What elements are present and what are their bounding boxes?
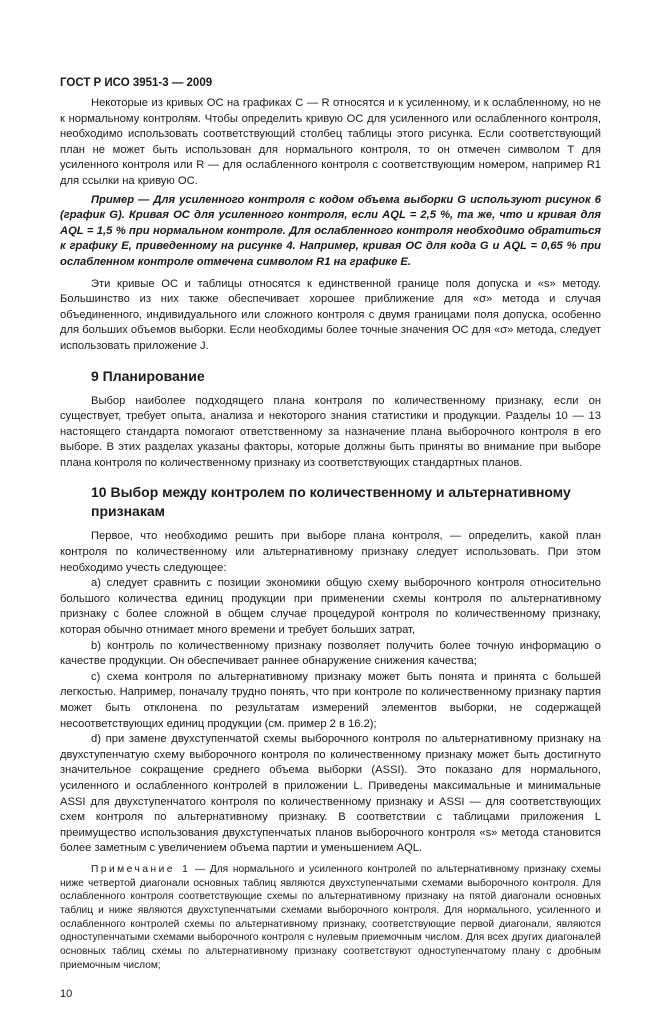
list-item: c) схема контроля по альтернативному признаку может быть понята и принята с большей легкостью. Например, поначалу трудно понять, что при контроле по количественному признаку партия может быть отклонена по результатам измерений элементов выборки, не содержащей несоответствующих единиц продукции (см. пример 2 в 16.2); xyxy=(60,670,601,730)
paragraph-oc-curves xyxy=(60,96,601,355)
document-header: ГОСТ Р ИСО 3951-3 — 2009 xyxy=(60,77,213,89)
section-10-heading: 10 Выбор между контролем по количественному и альтернативному признакам xyxy=(91,484,571,520)
example-paragraph: Пример — Для усиленного контроля с кодом объема выборки G используют рисунок 6 (график G). Кривая ОС для усиленного контроля, если AQL = 2,5 %, та же, что и кривая для AQL = 1,5 % при нормальном контроле. Для ослабленного контроля необходимо обратиться к графику E, приведенному на рисунке 4. Например, кривая ОС для кода G и AQL = 0,65 % при ослабленном контроле отмечена символом R1 на графике E. xyxy=(60,193,601,268)
paragraph: Выбор наиболее подходящего плана контроля по количественному признаку, если он существует, требует опыта, анализа и некоторого знания статистики и продукции. Разделы 10 — 13 настоящего стандарта помогают ответственному за назначение плана выборочного контроля в его выборе. В этих разделах указаны факторы, которые должны быть приняты во внимание при выборе плана контроля по количественному признаку из соответствующих стандартных планов. xyxy=(60,394,601,469)
paragraph: Эти кривые ОС и таблицы относятся к единственной границе поля допуска и «s» методу. Большинство из них также обеспечивает хорошее приближение для «σ» метода и случая объединенного, индивидуального или сложного контроля с двумя границами поля допуска, особенно для больших объемов выборки. Если необходимы более точные значения ОС для «σ» метода, следует использовать приложение J. xyxy=(60,277,601,352)
section-9-heading: 9 Планирование xyxy=(91,367,205,384)
section-10-text xyxy=(60,529,601,972)
note-label: Примечание 1 xyxy=(91,863,191,875)
paragraph: Некоторые из кривых ОС на графиках С — R относятся и к усиленному, и к ослабленному, но не к нормальному контролям. Чтобы определить кривую ОС для усиленного или ослабленного контроля, необходимо использовать соответствующий столбец таблицы этого рисунка. Если соответствующий план не может быть использован для нормального контроля, то он отмечен символом Т для усиленного контроля или R — для ослабленного контроля с соответствующим номером, например R1 для ссылки на кривую ОС. xyxy=(60,97,601,187)
list-item: a) следует сравнить с позиции экономики общую схему выборочного контроля относительно большого количества единиц продукции при применении схемы контроля по альтернативному признаку с более сложной в общем случае процедурой контроля по количественному признаку, которая обычно отнимает много времени и требует больших затрат, xyxy=(60,577,601,637)
section-9-text xyxy=(60,394,601,472)
paragraph: Первое, что необходимо решить при выборе плана контроля, — определить, какой план контроля по количественному или альтернативному признаку следует использовать. При этом необходимо учесть следующее: xyxy=(60,530,601,574)
note-text: — Для нормального и усиленного контролей по альтернативному признаку схемы ниже четвертой диагонали основных таблиц являются двухступенчатыми схемами выборочного контроля. Для ослабленного контроля соответствующие схемы по альтернативному признаку на пятой диагонали основных таблиц и ниже являются двухступенчатыми схемами выборочного контроля. Для нормального, усиленного и ослабленного контролей схемы по альтернативному признаку, соответствующие первой диагонали, являются одноступенчатыми схемами выборочного контроля с нулевым приемочным числом. Для всех других диагоналей основных таблиц схемы по альтернативному признаку соответствуют одноступенчатому плану с дробным приемочным числом; xyxy=(60,863,601,971)
note xyxy=(60,863,601,973)
list-item: b) контроль по количественному признаку позволяет получить более точную информацию о качестве продукции. Он обеспечивает раннее обнаружение снижения качества; xyxy=(60,639,601,668)
page-number: 10 xyxy=(60,987,73,1000)
list-item: d) при замене двухступенчатой схемы выборочного контроля по альтернативному признаку на двухступенчатую схему выборочного контроля по количественному признаку может быть достигнуто значительное сокращение среднего объема выборки (ASSI). Это показано для нормального, усиленного и ослабленного контролей в приложении L. Приведены максимальные и минимальные ASSI для двухступенчатого контроля по количественному признаку и ASSI — для соответствующих схем контроля по альтернативному признаку. В соответствии с таблицами приложения L преимущество использования двухступенчатых планов выборочного контроля «s» метода становится более заметным с увеличением объема партии и уменьшением AQL. xyxy=(60,733,601,855)
